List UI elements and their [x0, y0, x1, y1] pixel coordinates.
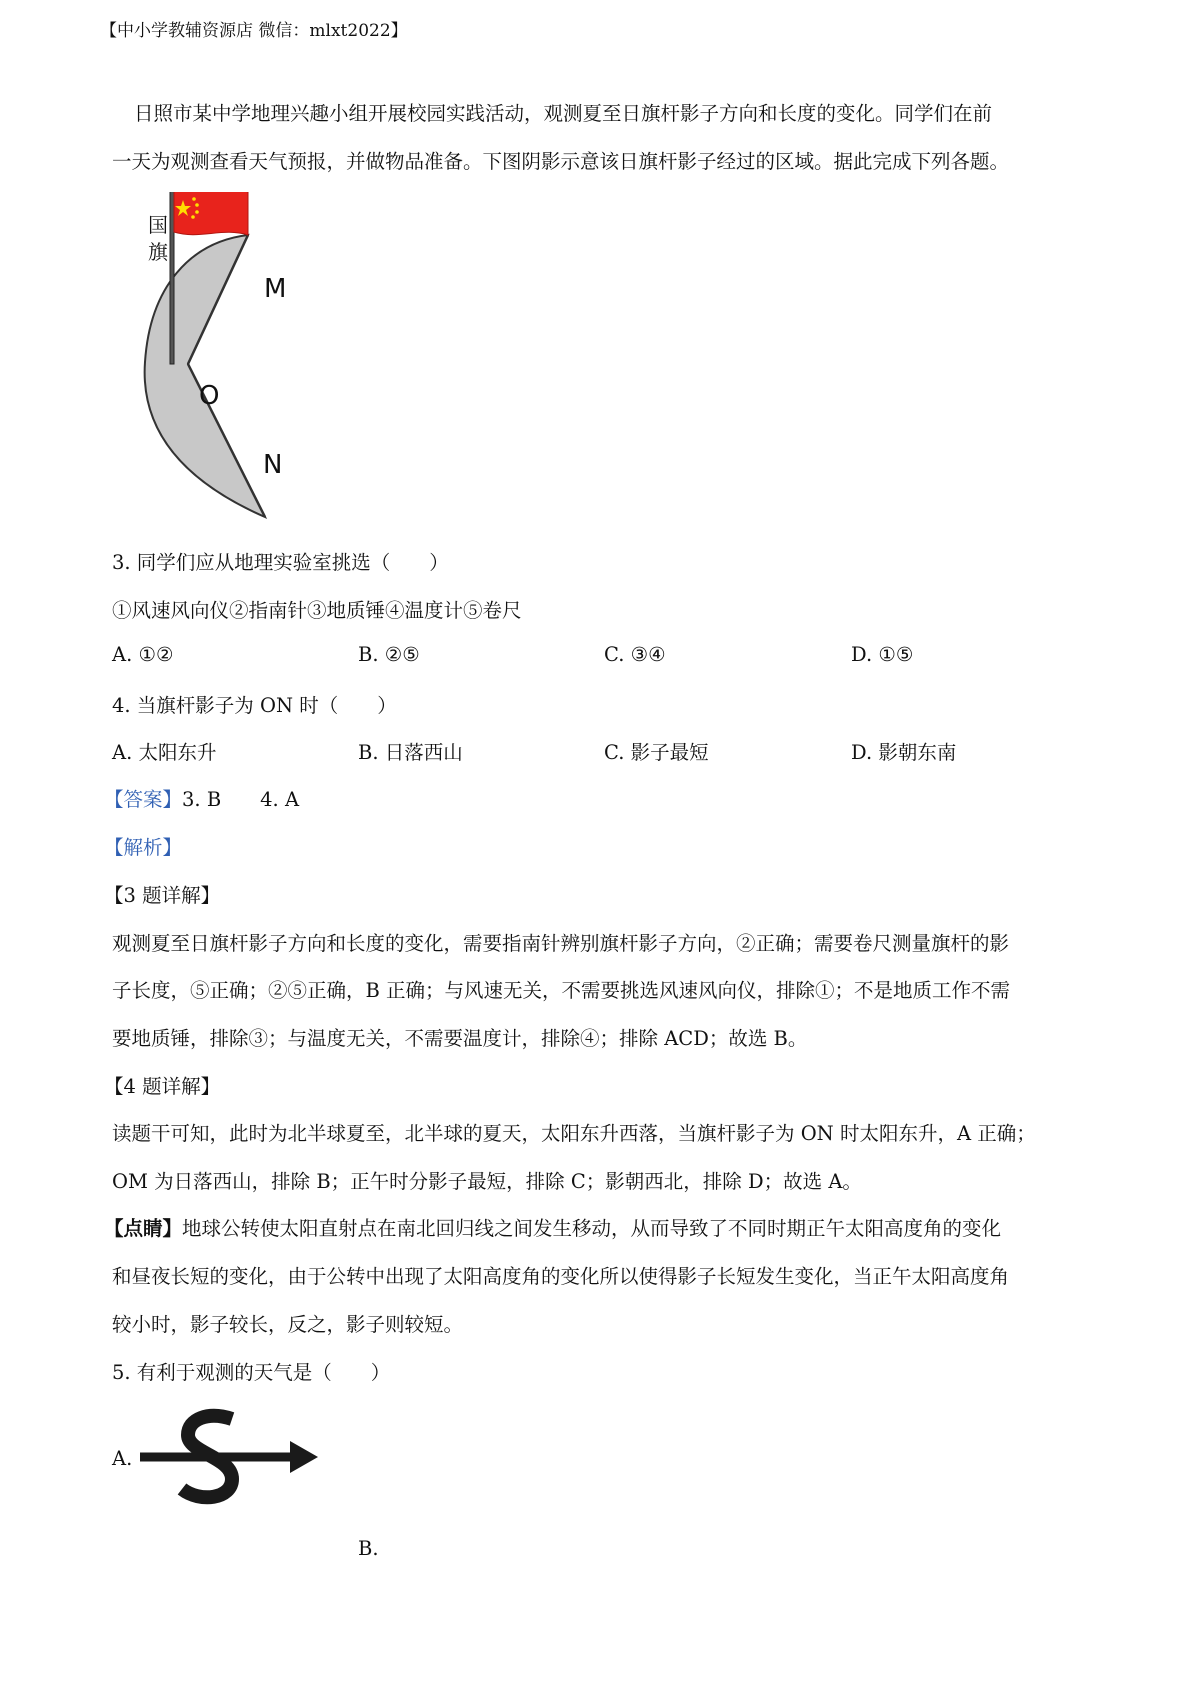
label-o: O: [199, 381, 220, 411]
flag-small-star: [192, 197, 196, 201]
flag-small-star: [195, 210, 199, 214]
label-n: N: [263, 450, 283, 480]
detail3-title: 【3 题详解】: [104, 884, 221, 907]
sandstorm-weather-icon[interactable]: [140, 1405, 320, 1515]
detail4-line-1: 读题干可知，此时为北半球夏至，北半球的夏天，太阳东升西落，当旗杆影子为 ON 时太阳东升，A 正确；: [112, 1122, 1036, 1145]
detail3-line-1: 观测夏至日旗杆影子方向和长度的变化，需要指南针辨别旗杆影子方向，②正确；需要卷尺测量旗杆的影: [112, 932, 1010, 955]
q3-stem: 3. 同学们应从地理实验室挑选（ ）: [112, 551, 449, 574]
answer-row: [104, 784, 299, 812]
q4-option-b[interactable]: B. 日落西山: [358, 741, 463, 764]
q3-option-d[interactable]: D. ①⑤: [851, 643, 914, 666]
q3-option-a[interactable]: A. ①②: [112, 643, 174, 666]
detail4-line-2: OM 为日落西山，排除 B；正午时分影子最短，排除 C；影朝西北，排除 D；故选 A。: [112, 1170, 862, 1193]
tip-line-2: 和昼夜长短的变化，由于公转中出现了太阳高度角的变化所以使得影子长短发生变化，当正午太阳高度角: [112, 1265, 1010, 1288]
q5-option-a[interactable]: A.: [112, 1447, 133, 1470]
flag-small-star: [195, 203, 199, 207]
detail3-line-3: 要地质锤，排除③；与温度无关，不需要温度计，排除④；排除 ACD；故选 B。: [112, 1027, 808, 1050]
page-header: 【中小学教辅资源店 微信：mlxt2022】: [100, 21, 408, 41]
flag-small-star: [191, 215, 195, 219]
q4-option-c[interactable]: C. 影子最短: [604, 741, 709, 764]
intro-line-2: 一天为观测查看天气预报，并做物品准备。下图阴影示意该日旗杆影子经过的区域。据此完成下列各题。: [112, 150, 1010, 173]
analysis-label: 【解析】: [104, 836, 183, 859]
answer-text: 3. B 4. A: [182, 788, 300, 811]
shadow-region: [145, 235, 265, 517]
answer-label: 【答案】: [104, 788, 183, 811]
detail4-title: 【4 题详解】: [104, 1075, 221, 1098]
q4-option-a[interactable]: A. 太阳东升: [112, 741, 217, 764]
q3-option-c[interactable]: C. ③④: [604, 643, 666, 666]
q5-option-b[interactable]: B.: [358, 1537, 379, 1560]
tip-line-1: 地球公转使太阳直射点在南北回归线之间发生移动，从而导致了不同时期正午太阳高度角的变化: [182, 1217, 1002, 1240]
q3-option-b[interactable]: B. ②⑤: [358, 643, 420, 666]
q3-items: ①风速风向仪②指南针③地质锤④温度计⑤卷尺: [112, 599, 522, 622]
q4-stem: 4. 当旗杆影子为 ON 时（ ）: [112, 694, 397, 717]
tip-row: [104, 1213, 1001, 1241]
q4-option-d[interactable]: D. 影朝东南: [851, 741, 957, 764]
label-m: M: [264, 274, 287, 304]
intro-line-1: 日照市某中学地理兴趣小组开展校园实践活动，观测夏至日旗杆影子方向和长度的变化。同学们在前: [134, 102, 993, 125]
q5-stem: 5. 有利于观测的天气是（ ）: [112, 1361, 391, 1384]
flag-label: 国旗: [148, 213, 168, 264]
tip-label: 【点睛】: [104, 1217, 183, 1240]
tip-line-3: 较小时，影子较长，反之，影子则较短。: [112, 1313, 464, 1336]
detail3-line-2: 子长度，⑤正确；②⑤正确，B 正确；与风速无关，不需要挑选风速风向仪，排除①；不是地质工作不需: [112, 979, 1011, 1002]
